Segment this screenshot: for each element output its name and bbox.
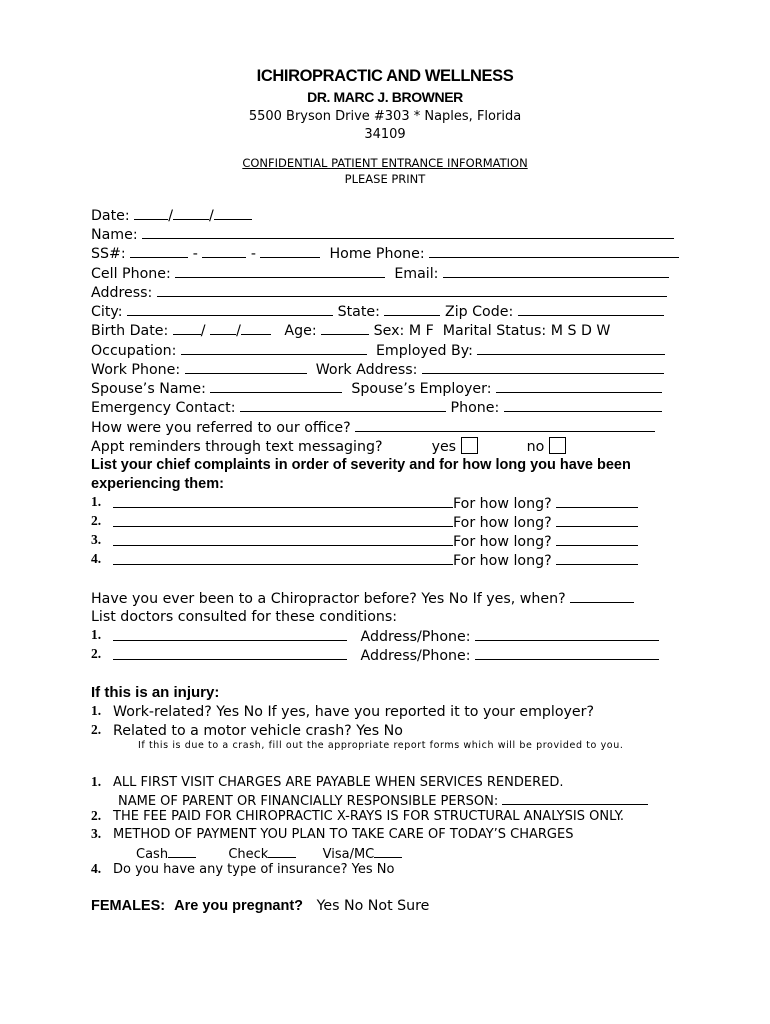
- how-long-field[interactable]: [556, 494, 638, 508]
- spouse-name-label: Spouse’s Name:: [91, 381, 206, 397]
- city-row: [91, 302, 664, 321]
- please-print: PLEASE PRINT: [344, 172, 426, 186]
- how-long-field[interactable]: [556, 513, 638, 527]
- age-label: Age:: [284, 323, 317, 339]
- zip-field[interactable]: [518, 302, 664, 316]
- chiro-when-field[interactable]: [570, 589, 634, 603]
- spouse-employer-label: Spouse’s Employer:: [351, 381, 492, 397]
- birth-day-field[interactable]: [210, 321, 236, 335]
- birth-month-field[interactable]: [173, 321, 201, 335]
- how-long-label: For how long?: [453, 534, 552, 550]
- address-label: Address:: [91, 285, 153, 301]
- cell-row: [91, 264, 669, 283]
- occupation-row: [91, 341, 665, 360]
- complaint-row: [113, 513, 638, 532]
- crash-note: If this is due to a crash, fill out the appropriate report forms which will be provided to you.: [138, 740, 624, 751]
- payment-line-1: ALL FIRST VISIT CHARGES ARE PAYABLE WHEN SERVICES RENDERED.: [113, 775, 564, 790]
- state-label: State:: [337, 304, 380, 320]
- date-label: Date:: [91, 208, 130, 224]
- date-year-field[interactable]: [214, 206, 252, 220]
- payment-line-2: THE FEE PAID FOR CHIROPRACTIC X-RAYS IS FOR STRUCTURAL ANALYSIS ONLY.: [113, 809, 625, 824]
- work-phone-field[interactable]: [185, 360, 307, 374]
- check-field[interactable]: [268, 844, 296, 858]
- appt-yes-checkbox[interactable]: [461, 437, 478, 454]
- ss-part1-field[interactable]: [130, 244, 188, 258]
- ss-label: SS#:: [91, 246, 126, 262]
- doctor-address-field[interactable]: [475, 627, 659, 641]
- marital-status-options[interactable]: Marital Status: M S D W: [442, 323, 611, 339]
- crash-question[interactable]: Related to a motor vehicle crash? Yes No: [113, 723, 403, 739]
- emergency-phone-field[interactable]: [504, 398, 662, 412]
- chiro-before-row: [91, 589, 634, 608]
- spouse-row: [91, 379, 662, 398]
- emergency-contact-label: Emergency Contact:: [91, 400, 236, 416]
- name-label: Name:: [91, 227, 138, 243]
- doctor-name: DR. MARC J. BROWNER: [307, 89, 463, 105]
- responsible-person-field[interactable]: [502, 791, 648, 805]
- address-line-2: 34109: [364, 127, 406, 142]
- complaint-number: 1.: [91, 494, 102, 509]
- employed-by-label: Employed By:: [375, 343, 473, 359]
- home-phone-label: Home Phone:: [329, 246, 425, 262]
- referred-field[interactable]: [355, 418, 655, 432]
- emergency-phone-label: Phone:: [450, 400, 500, 416]
- payment-number: 2.: [91, 808, 102, 823]
- ss-row: SS#: - - Home Phone:: [91, 244, 679, 263]
- spouse-name-field[interactable]: [210, 379, 342, 393]
- occupation-label: Occupation:: [91, 343, 177, 359]
- appt-reminder-label: Appt reminders through text messaging?: [91, 439, 383, 455]
- cell-phone-field[interactable]: [175, 264, 385, 278]
- doctor-address-field[interactable]: [475, 646, 659, 660]
- birth-row: Birth Date: / / Age: Sex: M F Marital Status: M S D W: [91, 323, 611, 339]
- pregnant-question: Are you pregnant?: [174, 898, 304, 914]
- visa-mc-label: Visa/MC: [322, 847, 375, 862]
- city-label: City:: [91, 304, 123, 320]
- complaint-row: [113, 551, 638, 570]
- responsible-person-label: NAME OF PARENT OR FINANCIALLY RESPONSIBLE PERSON:: [118, 794, 499, 809]
- payment-number: 1.: [91, 774, 102, 789]
- females-row: [91, 897, 429, 915]
- appt-yes-label: yes: [431, 439, 457, 455]
- complaints-heading-1: List your chief complaints in order of severity and for how long you have been: [91, 457, 631, 473]
- how-long-label: For how long?: [453, 553, 552, 569]
- injury-number: 2.: [91, 722, 102, 737]
- how-long-label: For how long?: [453, 515, 552, 531]
- zip-label: Zip Code:: [444, 304, 514, 320]
- payment-line-3: METHOD OF PAYMENT YOU PLAN TO TAKE CARE OF TODAY’S CHARGES: [113, 827, 574, 842]
- confidential-title: CONFIDENTIAL PATIENT ENTRANCE INFORMATION: [242, 156, 528, 170]
- referred-label: How were you referred to our office?: [91, 420, 351, 436]
- employed-by-field[interactable]: [477, 341, 665, 355]
- name-field[interactable]: [142, 225, 674, 239]
- referred-row: [91, 418, 655, 437]
- how-long-field[interactable]: [556, 532, 638, 546]
- date-day-field[interactable]: [173, 206, 209, 220]
- cell-phone-label: Cell Phone:: [91, 266, 171, 282]
- complaint-row: [113, 494, 638, 513]
- how-long-field[interactable]: [556, 551, 638, 565]
- appt-no-checkbox[interactable]: [549, 437, 566, 454]
- doctor-row: [113, 627, 659, 646]
- ss-part3-field[interactable]: [260, 244, 320, 258]
- injury-heading: If this is an injury:: [91, 684, 220, 701]
- complaint-row: [113, 532, 638, 551]
- email-field[interactable]: [443, 264, 669, 278]
- doctor-name-field[interactable]: [113, 627, 347, 641]
- injury-number: 1.: [91, 703, 102, 718]
- payment-number: 3.: [91, 826, 102, 841]
- doctor-name-field[interactable]: [113, 646, 347, 660]
- address-phone-label: Address/Phone:: [360, 648, 471, 664]
- occupation-field[interactable]: [181, 341, 367, 355]
- age-field[interactable]: [321, 321, 369, 335]
- work-related-question[interactable]: Work-related? Yes No If yes, have you reported it to your employer?: [113, 704, 595, 720]
- sex-options[interactable]: Sex: M F: [373, 323, 434, 339]
- home-phone-field[interactable]: [429, 244, 679, 258]
- date-row: Date: / /: [91, 206, 252, 225]
- complaint-field[interactable]: [113, 551, 453, 565]
- complaint-number: 3.: [91, 532, 102, 547]
- address-field[interactable]: [157, 283, 667, 297]
- cash-field[interactable]: [168, 844, 196, 858]
- complaint-field[interactable]: [113, 494, 453, 508]
- spouse-employer-field[interactable]: [496, 379, 662, 393]
- complaint-field[interactable]: [113, 532, 453, 546]
- appt-no-label: no: [526, 439, 545, 455]
- complaint-number: 4.: [91, 551, 102, 566]
- email-label: Email:: [394, 266, 439, 282]
- doctors-consulted-label: List doctors consulted for these conditions:: [91, 609, 398, 625]
- name-row: [91, 225, 674, 244]
- complaints-heading-2: experiencing them:: [91, 476, 224, 492]
- city-field[interactable]: [127, 302, 333, 316]
- check-label: Check: [228, 847, 269, 862]
- visa-mc-field[interactable]: [374, 844, 402, 858]
- chiro-before-question: Have you ever been to a Chiropractor before? Yes No If yes, when?: [91, 591, 566, 607]
- females-label: FEMALES:: [91, 898, 166, 914]
- birth-date-label: Birth Date:: [91, 323, 169, 339]
- cash-label: Cash: [136, 847, 169, 862]
- appt-row: [91, 437, 566, 456]
- date-month-field[interactable]: [134, 206, 168, 220]
- work-phone-label: Work Phone:: [91, 362, 181, 378]
- doctor-row: [113, 646, 659, 665]
- complaint-field[interactable]: [113, 513, 453, 527]
- how-long-label: For how long?: [453, 496, 552, 512]
- emergency-row: [91, 398, 662, 417]
- work-address-field[interactable]: [422, 360, 664, 374]
- address-line-1: 5500 Bryson Drive #303 * Naples, Florida: [248, 109, 522, 124]
- ss-part2-field[interactable]: [202, 244, 246, 258]
- insurance-question[interactable]: Do you have any type of insurance? Yes No: [113, 862, 395, 877]
- complaint-number: 2.: [91, 513, 102, 528]
- state-field[interactable]: [384, 302, 440, 316]
- practice-address: [0, 108, 770, 144]
- pregnant-options[interactable]: Yes No Not Sure: [316, 898, 430, 914]
- payment-number: 4.: [91, 861, 102, 876]
- doctor-number: 1.: [91, 627, 102, 642]
- address-row: [91, 283, 667, 302]
- emergency-contact-field[interactable]: [240, 398, 446, 412]
- birth-year-field[interactable]: [241, 321, 271, 335]
- practice-name: ICHIROPRACTIC AND WELLNESS: [256, 67, 514, 85]
- work-row: [91, 360, 664, 379]
- address-phone-label: Address/Phone:: [360, 629, 471, 645]
- doctor-number: 2.: [91, 646, 102, 661]
- work-address-label: Work Address:: [315, 362, 418, 378]
